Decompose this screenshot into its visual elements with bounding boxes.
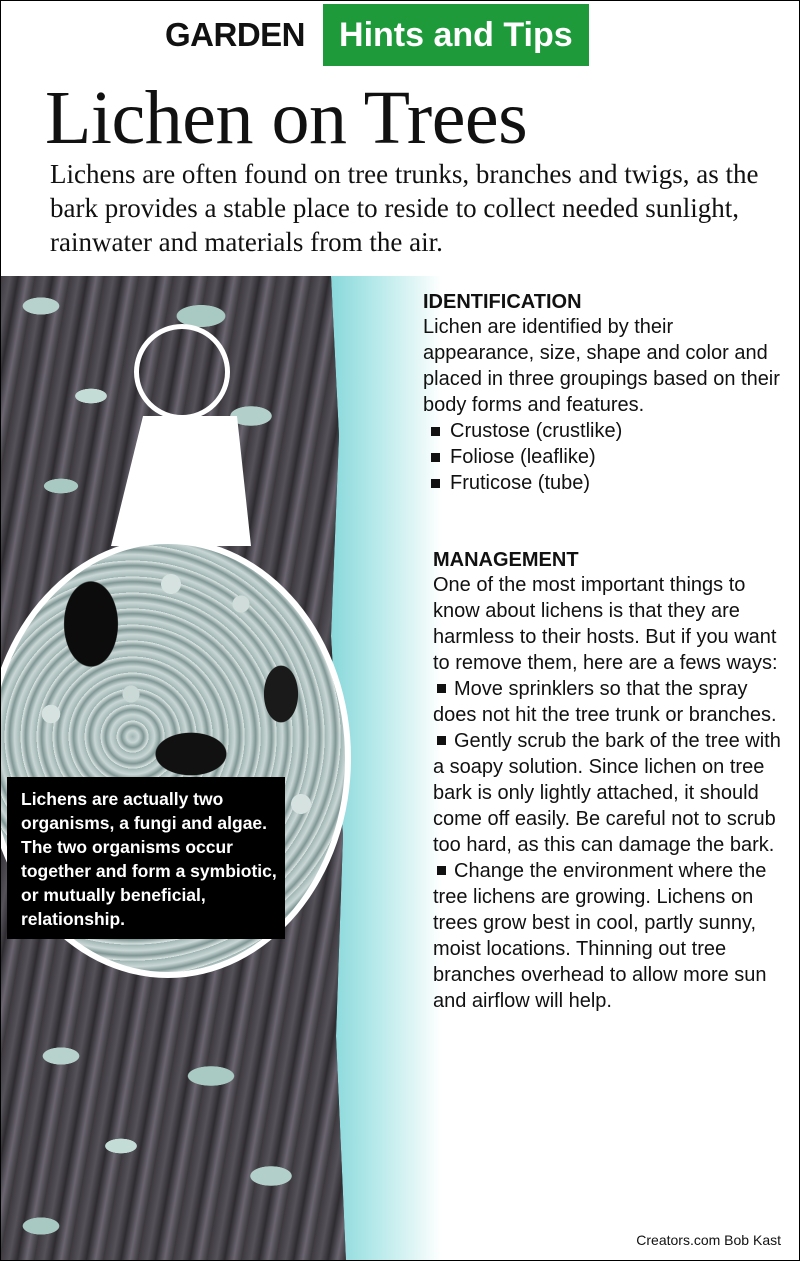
list-item: Foliose (leaflike): [431, 444, 783, 470]
section-tag: Hints and Tips: [323, 4, 589, 66]
identification-heading: IDENTIFICATION: [423, 291, 582, 313]
intro-text: Lichens are often found on tree trunks, branches and twigs, as the bark provides a stable place to reside to collect needed sunlight, rainwater and materials from the air.: [50, 159, 759, 257]
list-item: Change the environment where the tree lichens are growing. Lichens on trees grow best in cool, partly sunny, moist locations. Thinning out tree branches overhead to allow more sun and airflow will help.: [433, 860, 767, 1012]
list-item: Gently scrub the bark of the tree with a soapy solution. Since lichen on tree bark is only lightly attached, it should come off easily. Be careful not to scrub too hard, as this can damage the bark.: [433, 730, 781, 856]
management-body: One of the most important things to know about lichens is that they are harmless to their hosts. But if you want to remove them, here are a fews ways:: [433, 574, 778, 674]
bullet-square-icon: [431, 479, 440, 488]
bullet-square-icon: [431, 427, 440, 436]
header: [165, 5, 589, 65]
management-section: [433, 548, 783, 1014]
identification-list: [423, 418, 783, 496]
management-list: [433, 676, 783, 1014]
section-kicker: GARDEN: [165, 16, 306, 53]
list-item: Move sprinklers so that the spray does not hit the tree trunk or branches.: [433, 678, 777, 726]
bullet-square-icon: [437, 736, 446, 745]
list-item: Crustose (crustlike): [431, 418, 783, 444]
bullet-square-icon: [437, 866, 446, 875]
identification-section: [423, 290, 783, 496]
zoom-source-circle: [134, 324, 230, 420]
management-heading: MANAGEMENT: [433, 549, 579, 571]
bullet-square-icon: [431, 453, 440, 462]
identification-body: Lichen are identified by their appearance, size, shape and color and placed in three groupings based on their body forms and features.: [423, 316, 780, 416]
page-title: Lichen on Trees: [45, 76, 528, 160]
lichen-callout: Lichens are actually two organisms, a fungi and algae. The two organisms occur together and form a symbiotic, or mutually beneficial, relationship.: [7, 777, 285, 939]
bullet-square-icon: [437, 684, 446, 693]
credit-line: Creators.com Bob Kast: [636, 1232, 781, 1248]
list-item: Fruticose (tube): [431, 470, 783, 496]
